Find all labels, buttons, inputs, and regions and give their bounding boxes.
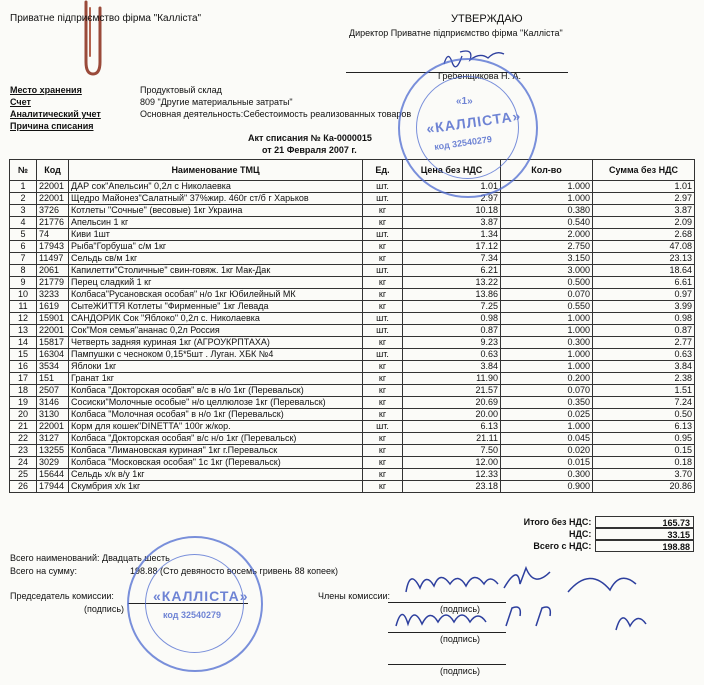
table-cell: 3.150 xyxy=(501,253,593,265)
table-cell: 23.13 xyxy=(593,253,695,265)
table-cell: 0.540 xyxy=(501,217,593,229)
table-cell: 3029 xyxy=(37,457,69,469)
table-cell: Колбаса "Московская особая" 1с 1кг (Перевальск) xyxy=(69,457,363,469)
table-cell: 5 xyxy=(10,229,37,241)
table-cell: шт. xyxy=(363,313,403,325)
table-cell: 3.70 xyxy=(593,469,695,481)
table-row xyxy=(10,193,695,205)
table-cell: 0.020 xyxy=(501,445,593,457)
table-cell: Колбаса "Докторская особая" в/с н/о 1кг (Перевальск) xyxy=(69,433,363,445)
table-cell: 23.18 xyxy=(403,481,501,493)
table-cell: 0.63 xyxy=(403,349,501,361)
table-cell: 10.18 xyxy=(403,205,501,217)
table-cell: 22001 xyxy=(37,193,69,205)
table-cell: кг xyxy=(363,337,403,349)
table-row xyxy=(10,241,695,253)
table-cell: САНДОРИК Сок "Яблоко" 0,2л с. Николаевка xyxy=(69,313,363,325)
table-cell: Щедро Майонез"Салатный" 37%жир. 460г ст/б г Харьков xyxy=(69,193,363,205)
table-cell: 0.87 xyxy=(403,325,501,337)
table-cell: кг xyxy=(363,241,403,253)
total-row-vat xyxy=(470,528,694,540)
table-row xyxy=(10,349,695,361)
table-cell: 3.84 xyxy=(403,361,501,373)
table-cell: Сок"Моя семья"ананас 0,2л Россия xyxy=(69,325,363,337)
table-cell: 3.84 xyxy=(593,361,695,373)
member-sign-caption: (подпись) xyxy=(440,666,481,676)
meta-value-analytics: Основная деятельность:Себестоимость реализованных товаров xyxy=(140,109,412,119)
table-cell: 17944 xyxy=(37,481,69,493)
stamp-name: «КАЛЛІСТА» xyxy=(425,107,523,137)
director-title: Директор Приватне підприємство фірма "Калліста" xyxy=(349,28,563,38)
table-cell: 0.200 xyxy=(501,373,593,385)
total-value: 33.15 xyxy=(595,528,694,540)
table-cell: 0.045 xyxy=(501,433,593,445)
table-cell: Гранат 1кг xyxy=(69,373,363,385)
table-cell: шт. xyxy=(363,265,403,277)
table-cell: 7.50 xyxy=(403,445,501,457)
table-row xyxy=(10,253,695,265)
totals-block xyxy=(470,516,694,552)
table-cell: 0.50 xyxy=(593,409,695,421)
table-cell: 6.13 xyxy=(593,421,695,433)
column-header: Ед. xyxy=(363,160,403,181)
table-cell: 22 xyxy=(10,433,37,445)
table-cell: 15817 xyxy=(37,337,69,349)
table-cell: 17.12 xyxy=(403,241,501,253)
table-cell: 12.33 xyxy=(403,469,501,481)
table-cell: Перец сладкий 1 кг xyxy=(69,277,363,289)
table-row xyxy=(10,289,695,301)
column-header: Наименование ТМЦ xyxy=(69,160,363,181)
meta-label-account: Счет xyxy=(10,97,31,107)
table-cell: кг xyxy=(363,457,403,469)
table-cell: 3726 xyxy=(37,205,69,217)
table-cell: 1619 xyxy=(37,301,69,313)
table-cell: 2507 xyxy=(37,385,69,397)
table-cell: 7.24 xyxy=(593,397,695,409)
table-cell: кг xyxy=(363,205,403,217)
table-cell: 2.000 xyxy=(501,229,593,241)
table-cell: 9.23 xyxy=(403,337,501,349)
table-cell: 6.13 xyxy=(403,421,501,433)
table-cell: 1.000 xyxy=(501,193,593,205)
table-cell: 12.00 xyxy=(403,457,501,469)
table-cell: Яблоки 1кг xyxy=(69,361,363,373)
table-cell: Четверть задняя куриная 1кг (АГРОУКРПТАХА) xyxy=(69,337,363,349)
table-cell: кг xyxy=(363,217,403,229)
table-row xyxy=(10,337,695,349)
table-cell: 1.000 xyxy=(501,325,593,337)
table-cell: шт. xyxy=(363,181,403,193)
table-cell: Колбаса"Русановская особая" н/о 1кг Юбилейный МК xyxy=(69,289,363,301)
sum-label: Всего на сумму: xyxy=(10,566,77,576)
table-cell: Капилетти"Столичные" свин-говяж. 1кг Мак-Дак xyxy=(69,265,363,277)
table-cell: 22001 xyxy=(37,325,69,337)
total-label: Итого без НДС: xyxy=(523,517,592,527)
table-cell: 0.98 xyxy=(593,313,695,325)
stamp-code: код 32540279 xyxy=(163,610,222,620)
table-row xyxy=(10,409,695,421)
table-cell: 12 xyxy=(10,313,37,325)
table-cell: 3.99 xyxy=(593,301,695,313)
table-cell: Сельдь св/м 1кг xyxy=(69,253,363,265)
table-cell: 20.86 xyxy=(593,481,695,493)
table-cell: 3.87 xyxy=(403,217,501,229)
stamp-number: «1» xyxy=(456,96,473,107)
table-row xyxy=(10,397,695,409)
table-row xyxy=(10,481,695,493)
table-cell: 14 xyxy=(10,337,37,349)
table-cell: 25 xyxy=(10,469,37,481)
organization-name: Приватне підприємство фірма "Калліста" xyxy=(10,13,202,24)
table-cell: 26 xyxy=(10,481,37,493)
column-header: Цена без НДС xyxy=(403,160,501,181)
table-cell: 21.11 xyxy=(403,433,501,445)
table-cell: 3.87 xyxy=(593,205,695,217)
table-cell: 0.015 xyxy=(501,457,593,469)
table-row xyxy=(10,313,695,325)
table-cell: 2.97 xyxy=(403,193,501,205)
meta-value-account: 809 "Другие материальные затраты" xyxy=(140,97,293,107)
table-cell: 1 xyxy=(10,181,37,193)
table-cell: 4 xyxy=(10,217,37,229)
table-cell: 0.300 xyxy=(501,337,593,349)
table-header-row xyxy=(10,160,695,181)
table-cell: 0.550 xyxy=(501,301,593,313)
table-cell: 2061 xyxy=(37,265,69,277)
table-cell: кг xyxy=(363,433,403,445)
table-row xyxy=(10,301,695,313)
table-cell: 6 xyxy=(10,241,37,253)
act-date: от 21 Февраля 2007 г. xyxy=(262,145,357,155)
table-row xyxy=(10,385,695,397)
table-cell: 1.51 xyxy=(593,385,695,397)
table-cell: 2.97 xyxy=(593,193,695,205)
table-cell: 47.08 xyxy=(593,241,695,253)
table-cell: 2 xyxy=(10,193,37,205)
table-cell: 0.300 xyxy=(501,469,593,481)
member-signature-image-1 xyxy=(400,562,660,602)
table-cell: кг xyxy=(363,397,403,409)
table-cell: 20 xyxy=(10,409,37,421)
table-cell: 0.15 xyxy=(593,445,695,457)
table-cell: 3233 xyxy=(37,289,69,301)
table-cell: 19 xyxy=(10,397,37,409)
table-cell: 15901 xyxy=(37,313,69,325)
column-header: № xyxy=(10,160,37,181)
table-cell: 0.98 xyxy=(403,313,501,325)
table-cell: 11 xyxy=(10,301,37,313)
table-cell: кг xyxy=(363,445,403,457)
approve-heading: УТВЕРЖДАЮ xyxy=(451,13,523,25)
table-cell: 0.97 xyxy=(593,289,695,301)
table-cell: Скумбрия х/к 1кг xyxy=(69,481,363,493)
company-stamp-bottom xyxy=(127,536,263,672)
table-cell: 6.21 xyxy=(403,265,501,277)
table-cell: Пампушки с чесноком 0,15*5шт . Луган. ХБК №4 xyxy=(69,349,363,361)
table-cell: 0.900 xyxy=(501,481,593,493)
table-cell: 18 xyxy=(10,385,37,397)
table-cell: 74 xyxy=(37,229,69,241)
table-cell: шт. xyxy=(363,349,403,361)
table-cell: 0.18 xyxy=(593,457,695,469)
table-cell: 0.350 xyxy=(501,397,593,409)
total-value: 165.73 xyxy=(595,516,694,528)
table-row xyxy=(10,445,695,457)
table-row xyxy=(10,181,695,193)
table-cell: 17943 xyxy=(37,241,69,253)
table-cell: 0.87 xyxy=(593,325,695,337)
table-cell: 0.500 xyxy=(501,277,593,289)
table-cell: 0.95 xyxy=(593,433,695,445)
table-cell: 3534 xyxy=(37,361,69,373)
table-cell: 11.90 xyxy=(403,373,501,385)
total-label: Всего с НДС: xyxy=(533,541,592,551)
table-cell: 1.000 xyxy=(501,361,593,373)
table-cell: 9 xyxy=(10,277,37,289)
table-row xyxy=(10,217,695,229)
table-cell: 3146 xyxy=(37,397,69,409)
table-cell: 3.000 xyxy=(501,265,593,277)
table-cell: Колбаса "Молочная особая" в н/о 1кг (Перевальск) xyxy=(69,409,363,421)
items-count-text: Всего наименований: Двадцать шесть xyxy=(10,553,170,563)
table-row xyxy=(10,325,695,337)
chairman-label: Председатель комиссии: xyxy=(10,591,114,601)
table-row xyxy=(10,373,695,385)
table-cell: 10 xyxy=(10,289,37,301)
table-cell: 3130 xyxy=(37,409,69,421)
table-cell: 13.22 xyxy=(403,277,501,289)
table-cell: кг xyxy=(363,481,403,493)
table-cell: кг xyxy=(363,373,403,385)
table-cell: Колбаса "Лимановская куриная" 1кг г.Перевальск xyxy=(69,445,363,457)
table-cell: 2.77 xyxy=(593,337,695,349)
table-cell: Сельдь х/к в/у 1кг xyxy=(69,469,363,481)
table-cell: 2.750 xyxy=(501,241,593,253)
items-table xyxy=(9,159,694,493)
table-cell: шт. xyxy=(363,193,403,205)
table-cell: кг xyxy=(363,277,403,289)
table-cell: 1.01 xyxy=(403,181,501,193)
table-cell: 0.070 xyxy=(501,385,593,397)
table-cell: 13 xyxy=(10,325,37,337)
meta-value-storage: Продуктовый склад xyxy=(140,85,222,95)
table-cell: 7 xyxy=(10,253,37,265)
table-cell: 13.86 xyxy=(403,289,501,301)
column-header: Кол-во xyxy=(501,160,593,181)
table-row xyxy=(10,421,695,433)
table-cell: 13255 xyxy=(37,445,69,457)
member-signature-line xyxy=(388,664,506,665)
table-cell: Апельсин 1 кг xyxy=(69,217,363,229)
table-cell: кг xyxy=(363,385,403,397)
table-cell: кг xyxy=(363,289,403,301)
meta-label-storage: Место хранения xyxy=(10,85,82,95)
table-cell: 1.34 xyxy=(403,229,501,241)
table-cell: 22001 xyxy=(37,181,69,193)
table-cell: Котлеты "Сочные" (весовые) 1кг Украина xyxy=(69,205,363,217)
table-cell: Корм для кошек"DINETTA" 100г ж/кор. xyxy=(69,421,363,433)
table-cell: 21776 xyxy=(37,217,69,229)
table-cell: СытеЖИТТЯ Котлеты "Фирменные" 1кг Левада xyxy=(69,301,363,313)
total-row-net xyxy=(470,516,694,528)
table-cell: Колбаса "Докторская особая" в/с в н/о 1кг (Перевальск) xyxy=(69,385,363,397)
table-cell: 18.64 xyxy=(593,265,695,277)
column-header: Код xyxy=(37,160,69,181)
director-name: Гребенщикова Н. А. xyxy=(438,71,521,81)
members-label: Члены комиссии: xyxy=(318,591,391,601)
member-signature-image-2 xyxy=(390,600,660,636)
table-cell: 7.34 xyxy=(403,253,501,265)
table-row xyxy=(10,469,695,481)
table-cell: 0.025 xyxy=(501,409,593,421)
paper-clip-image xyxy=(76,0,108,80)
table-row xyxy=(10,433,695,445)
table-cell: кг xyxy=(363,253,403,265)
table-cell: 2.68 xyxy=(593,229,695,241)
table-cell: шт. xyxy=(363,229,403,241)
table-row xyxy=(10,205,695,217)
table-cell: шт. xyxy=(363,421,403,433)
meta-label-reason: Причина списания xyxy=(10,121,94,131)
table-cell: 20.69 xyxy=(403,397,501,409)
table-cell: 1.01 xyxy=(593,181,695,193)
table-cell: 0.63 xyxy=(593,349,695,361)
table-row xyxy=(10,229,695,241)
total-row-gross xyxy=(470,540,694,552)
company-stamp-top xyxy=(398,58,538,198)
table-row xyxy=(10,277,695,289)
table-cell: 0.070 xyxy=(501,289,593,301)
table-cell: 16 xyxy=(10,361,37,373)
table-cell: 11497 xyxy=(37,253,69,265)
table-cell: 3 xyxy=(10,205,37,217)
table-row xyxy=(10,457,695,469)
table-cell: Рыба"Горбуша" с/м 1кг xyxy=(69,241,363,253)
member-sign-caption: (подпись) xyxy=(440,634,481,644)
member-sign-caption: (подпись) xyxy=(440,604,481,614)
table-cell: 1.000 xyxy=(501,421,593,433)
table-cell: 21.57 xyxy=(403,385,501,397)
chairman-sign-caption: (подпись) xyxy=(84,604,125,614)
table-cell: 21779 xyxy=(37,277,69,289)
table-row xyxy=(10,361,695,373)
sum-text: 198.88 (Сто девяносто восемь гривень 88 копеек) xyxy=(130,566,338,576)
table-cell: 2.09 xyxy=(593,217,695,229)
table-row xyxy=(10,265,695,277)
table-cell: 17 xyxy=(10,373,37,385)
table-cell: 1.000 xyxy=(501,349,593,361)
table-cell: 23 xyxy=(10,445,37,457)
table-cell: 21 xyxy=(10,421,37,433)
table-cell: Киви 1шт xyxy=(69,229,363,241)
table-cell: 151 xyxy=(37,373,69,385)
column-header: Сумма без НДС xyxy=(593,160,695,181)
stamp-name: «КАЛЛІСТА» xyxy=(153,588,249,604)
table-cell: 24 xyxy=(10,457,37,469)
meta-label-analytics: Аналитический учет xyxy=(10,109,101,119)
total-label: НДС: xyxy=(569,529,592,539)
table-cell: шт. xyxy=(363,325,403,337)
table-cell: ДАР сок"Апельсин" 0,2л с Николаевка xyxy=(69,181,363,193)
table-cell: 20.00 xyxy=(403,409,501,421)
table-cell: 15 xyxy=(10,349,37,361)
table-cell: 0.380 xyxy=(501,205,593,217)
table-cell: 22001 xyxy=(37,421,69,433)
table-cell: Сосиски"Молочные особые" н/о целлюлозе 1кг (Перевальск) xyxy=(69,397,363,409)
act-title: Акт списания № Ка-0000015 xyxy=(248,133,372,143)
table-cell: 7.25 xyxy=(403,301,501,313)
table-cell: 1.000 xyxy=(501,313,593,325)
table-cell: 2.38 xyxy=(593,373,695,385)
table-cell: 8 xyxy=(10,265,37,277)
table-cell: кг xyxy=(363,301,403,313)
stamp-code: код 32540279 xyxy=(433,134,493,152)
table-cell: кг xyxy=(363,361,403,373)
table-cell: 6.61 xyxy=(593,277,695,289)
table-cell: 3127 xyxy=(37,433,69,445)
table-cell: 15644 xyxy=(37,469,69,481)
table-cell: кг xyxy=(363,409,403,421)
table-cell: кг xyxy=(363,469,403,481)
table-cell: 1.000 xyxy=(501,181,593,193)
total-value: 198.88 xyxy=(595,540,694,552)
table-cell: 16304 xyxy=(37,349,69,361)
